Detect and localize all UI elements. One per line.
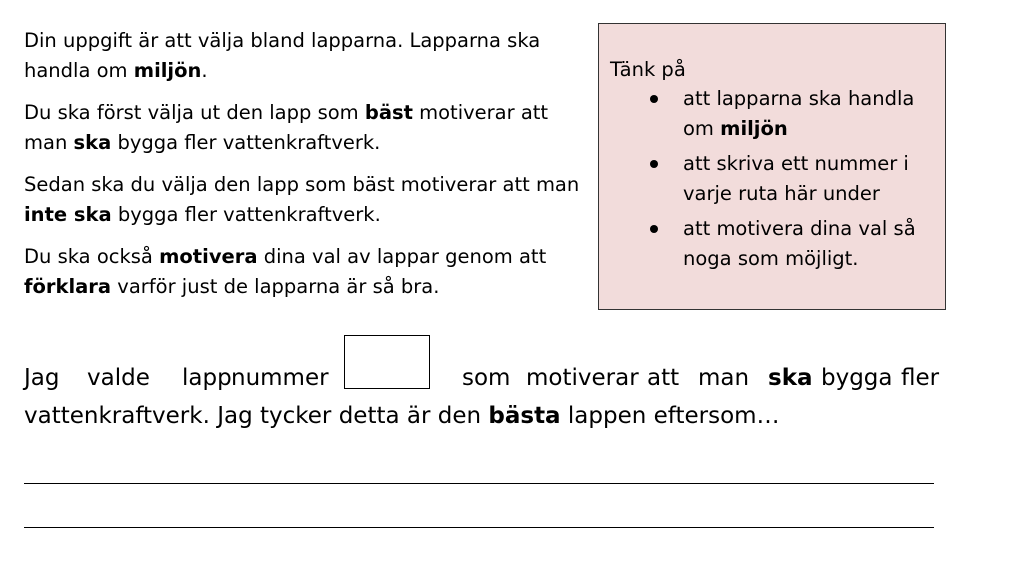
- instruction-paragraph-1: Din uppgift är att välja bland lapparna. Lapparna ska handla om miljön.: [24, 29, 541, 82]
- answer-word: att: [647, 365, 680, 391]
- tips-item: att skriva ett nummer i varje ruta här under: [683, 149, 938, 209]
- tips-item: att motivera dina val så noga som möjligt.: [683, 214, 938, 274]
- answer-word: som: [462, 365, 511, 391]
- answer-word: man: [698, 365, 750, 391]
- answer-write-line[interactable]: [24, 483, 934, 484]
- tips-list: [683, 84, 938, 279]
- answer-write-line[interactable]: [24, 527, 934, 528]
- instruction-paragraph-3: Sedan ska du välja den lapp som bäst motiverar att man inte ska bygga fler vattenkraftverk.: [24, 173, 580, 226]
- instructions: [24, 26, 584, 314]
- tips-box: [598, 23, 946, 310]
- instruction-paragraph-4: Du ska också motivera dina val av lappar genom att förklara varför just de lapparna är så bra.: [24, 245, 547, 298]
- tips-title: Tänk på: [610, 58, 686, 81]
- answer-word: lapp: [182, 365, 232, 391]
- answer-word: ska: [768, 365, 813, 391]
- answer-word: Jag: [24, 365, 60, 391]
- answer-sentence-line-2: vattenkraftverk. Jag tycker detta är den bästa lappen eftersom…: [24, 403, 780, 429]
- instruction-paragraph-2: Du ska först välja ut den lapp som bäst motiverar att man ska bygga fler vattenkraftverk.: [24, 101, 549, 154]
- tips-item: att lapparna ska handla om miljön: [683, 84, 938, 144]
- answer-word: fler: [901, 365, 940, 391]
- lapp-number-input-box[interactable]: [344, 335, 430, 389]
- answer-sentence-line-1: [24, 359, 944, 397]
- answer-word: valde: [87, 365, 150, 391]
- answer-word: bygga: [821, 365, 893, 391]
- answer-word: nummer: [231, 365, 329, 391]
- answer-word: motiverar: [526, 365, 639, 391]
